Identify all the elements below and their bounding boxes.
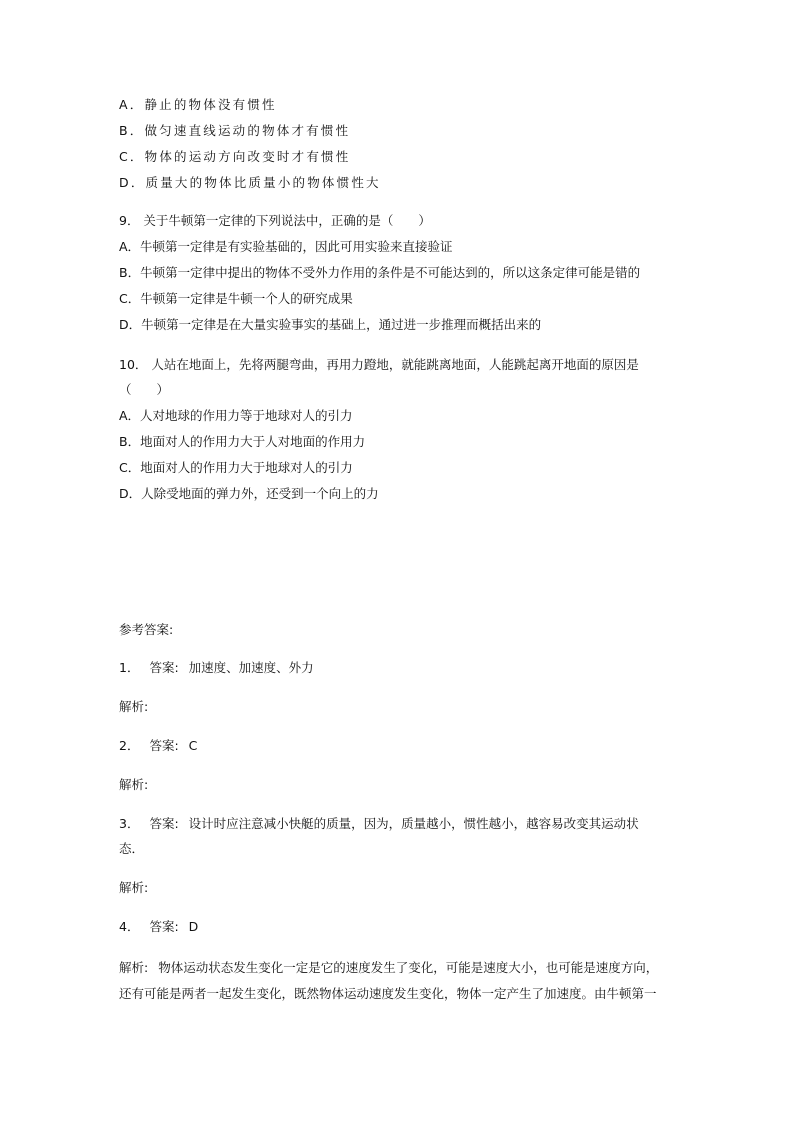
q10-option-b: B．地面对人的作用力大于人对地面的作用力 [119,434,366,449]
q9-option-d: D．牛顿第一定律是在大量实验事实的基础上，通过进一步推理而概括出来的 [119,317,542,332]
analysis-2: 解析: [119,777,149,792]
q8-option-a: A．静止的物体没有惯性 [119,97,277,112]
q10-stem-line2: （ ） [119,382,170,397]
q9-option-b: B．牛顿第一定律中提出的物体不受外力作用的条件是不可能达到的，所以这条定律可能是错的 [119,265,641,280]
answer-text: D [188,919,199,934]
answer-label: 答案: [149,816,179,831]
analysis-1: 解析: [119,699,149,714]
answer-label: 答案: [149,738,179,753]
analysis-3: 解析: [119,880,149,895]
answer-label: 答案: [149,660,179,675]
analysis-label: 解析: [119,960,149,975]
analysis-4-line2: 还有可能是两者一起发生变化，既然物体运动速度发生变化，物体一定产生了加速度。由牛顿第一 [119,986,657,1001]
q8-option-b: B．做匀速直线运动的物体才有惯性 [119,123,351,138]
q10-option-a: A．人对地球的作用力等于地球对人的引力 [119,408,353,423]
answer-text: 加速度、加速度、外力 [188,660,314,675]
answer-text: C [188,738,198,753]
q10-stem-line1: 10． 人站在地面上，先将两腿弯曲，再用力蹬地，就能跳离地面，人能跳起离开地面的原因是 [119,357,639,372]
q10-option-c: C．地面对人的作用力大于地球对人的引力 [119,460,353,475]
answer-4 [119,918,198,936]
answer-1 [119,659,314,677]
answer-number: 1． [119,660,140,675]
answer-number: 4． [119,919,140,934]
q9-stem: 9． 关于牛顿第一定律的下列说法中，正确的是（ ） [119,213,431,228]
answer-text: 设计时应注意减小快艇的质量，因为，质量越小，惯性越小，越容易改变其运动状 [188,816,639,831]
q10-option-d: D．人除受地面的弹力外，还受到一个向上的力 [119,486,379,501]
answer-number: 2． [119,738,140,753]
q9-option-a: A．牛顿第一定律是有实验基础的，因此可用实验来直接验证 [119,239,453,254]
answer-2 [119,737,197,755]
q8-option-c: C．物体的运动方向改变时才有惯性 [119,149,351,164]
answer-3 [119,815,639,833]
answer-number: 3． [119,816,140,831]
analysis-4-line1 [119,959,658,977]
q9-option-c: C．牛顿第一定律是牛顿一个人的研究成果 [119,291,353,306]
answer-label: 答案: [149,919,179,934]
answers-heading: 参考答案: [119,622,174,637]
analysis-text: 物体运动状态发生变化一定是它的速度发生了变化，可能是速度大小，也可能是速度方向， [158,960,659,975]
q8-option-d: D．质量大的物体比质量小的物体惯性大 [119,175,381,190]
answer-3-continued: 态． [119,841,145,856]
